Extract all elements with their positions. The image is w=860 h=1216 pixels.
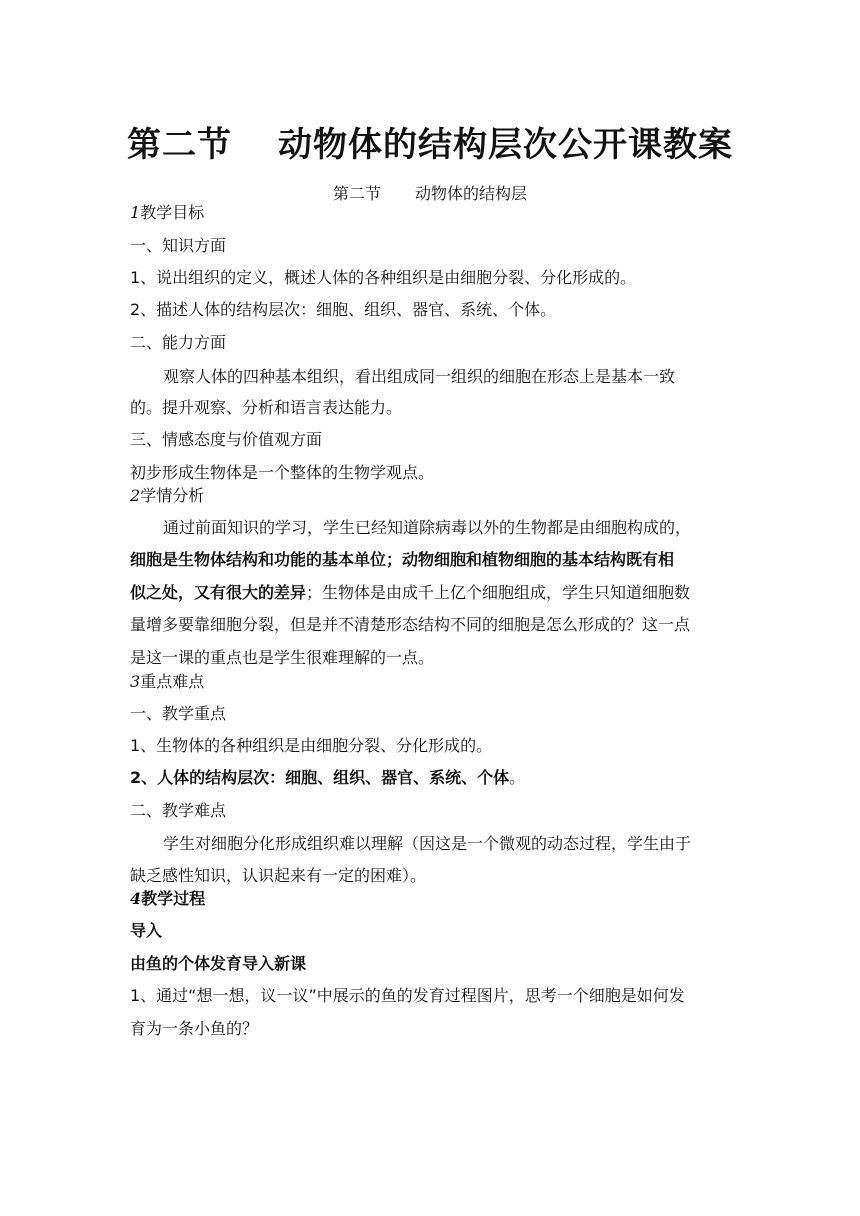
document-subtitle — [0, 181, 860, 204]
section-heading-2: 2学情分析 — [130, 486, 205, 505]
paragraph: 观察人体的四种基本组织，看出组成同一组织的细胞在形态上是基本一致 — [163, 367, 676, 386]
paragraph: 三、情感态度与价值观方面 — [130, 430, 323, 449]
paragraph: 学生对细胞分化形成组织难以理解（因这是一个微观的动态过程，学生由于 — [163, 834, 692, 853]
paragraph: 2、人体的结构层次：细胞、组织、器官、系统、个体。 — [130, 768, 526, 787]
paragraph: 是这一课的重点也是学生很难理解的一点。 — [130, 648, 435, 667]
paragraph: 似之处，又有很大的差异；生物体是由成千上亿个细胞组成，学生只知道细胞数 — [130, 583, 691, 602]
paragraph: 通过前面知识的学习，学生已经知道除病毒以外的生物都是由细胞构成的， — [163, 518, 692, 537]
paragraph: 一、知识方面 — [130, 236, 227, 255]
paragraph: 二、能力方面 — [130, 333, 227, 352]
paragraph: 量增多要靠细胞分裂，但是并不清楚形态结构不同的细胞是怎么形成的？这一点 — [130, 615, 691, 634]
section-heading-3: 3重点难点 — [130, 672, 205, 691]
paragraph: 1、说出组织的定义，概述人体的各种组织是由细胞分裂、分化形成的。 — [130, 268, 637, 287]
subtitle-text: 动物体的结构层 — [415, 184, 528, 203]
paragraph: 2、描述人体的结构层次：细胞、组织、器官、系统、个体。 — [130, 300, 557, 319]
paragraph: 育为一条小鱼的？ — [130, 1019, 259, 1038]
subtitle-section-label: 第二节 — [332, 184, 381, 203]
paragraph: 缺乏感性知识，认识起来有一定的困难）。 — [130, 866, 427, 885]
paragraph: 二、教学难点 — [130, 801, 227, 820]
paragraph-bold: 细胞是生物体结构和功能的基本单位；动物细胞和植物细胞的基本结构既有相 — [130, 550, 675, 569]
paragraph: 的。提升观察、分析和语言表达能力。 — [130, 398, 403, 417]
paragraph: 1、生物体的各种组织是由细胞分裂、分化形成的。 — [130, 736, 493, 755]
title-text: 动物体的结构层次公开课教案 — [278, 125, 733, 165]
section-heading-4: 4教学过程 — [130, 889, 206, 908]
subheading: 由鱼的个体发育导入新课 — [130, 954, 307, 973]
paragraph: 初步形成生物体是一个整体的生物学观点。 — [130, 463, 435, 482]
paragraph: 1、通过“想一想，议一议”中展示的鱼的发育过程图片，思考一个细胞是如何发 — [130, 986, 685, 1005]
title-section-label: 第二节 — [127, 125, 232, 165]
section-heading-1: 1教学目标 — [130, 203, 205, 222]
paragraph: 一、教学重点 — [130, 704, 227, 723]
document-title — [0, 117, 860, 166]
subheading: 导入 — [130, 921, 163, 940]
